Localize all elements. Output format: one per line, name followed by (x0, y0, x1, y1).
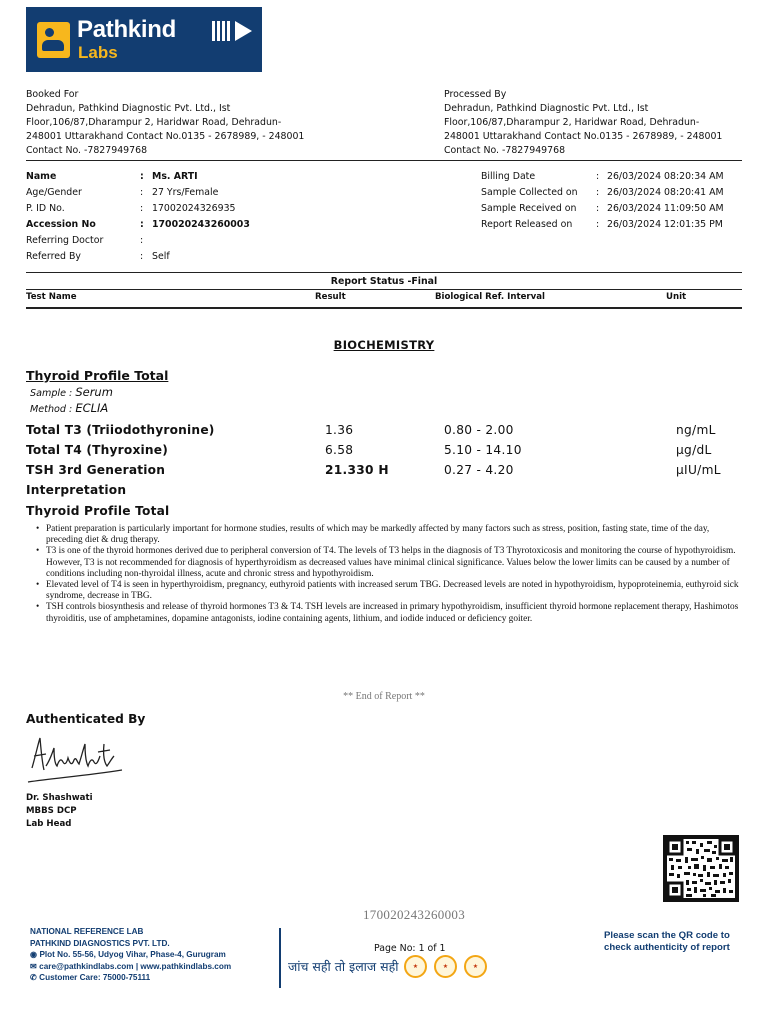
qr-code-icon (667, 839, 735, 898)
referred-by-row: Referred By : Self (26, 251, 170, 262)
date-label: Report Released on (481, 219, 573, 230)
test-result: 1.36 (325, 423, 354, 437)
test-name: Total T3 (Triiodothyronine) (26, 423, 215, 437)
footer-lab-info (30, 926, 231, 984)
signature (24, 730, 129, 785)
method-type (30, 401, 108, 415)
col-result: Result (315, 292, 346, 302)
email-icon: ✉ (30, 961, 37, 971)
page-number: Page No: 1 of 1 (374, 943, 446, 954)
phone-icon: ✆ (30, 973, 37, 982)
footer-tagline: जांच सही तो इलाज सही (288, 959, 399, 974)
qr-note-line1: Please scan the QR code to (604, 930, 730, 941)
date-label: Sample Collected on (481, 187, 578, 198)
logo-arrow-icon (235, 21, 252, 41)
booked-for-line: Floor,106/87,Dharampur 2, Haridwar Road, Dehradun- (26, 117, 282, 128)
logo-name: Pathkind (77, 16, 176, 43)
qr-code (663, 835, 739, 902)
footer-care: ✆ Customer Care: 75000-75111 (30, 973, 151, 982)
col-test-name: Test Name (26, 292, 77, 302)
date-label: Billing Date (481, 171, 536, 182)
processed-by-line: Dehradun, Pathkind Diagnostic Pvt. Ltd., Ist (444, 103, 649, 114)
processed-by-line: Floor,106/87,Dharampur 2, Haridwar Road, Dehradun- (444, 117, 700, 128)
footer-address: ◉ Plot No. 55-56, Udyog Vihar, Phase-4, Gurugram (30, 950, 226, 959)
booked-for-line: Contact No. -7827949768 (26, 145, 148, 156)
lab-technician-icon (37, 22, 70, 58)
doctor-block (26, 792, 93, 831)
method-value: ECLIA (75, 401, 109, 415)
patient-id: 17002024326935 (152, 203, 236, 214)
badge-icon: ★ (434, 955, 457, 978)
patient-name-row: Name : Ms. ARTI (26, 171, 198, 182)
patient-age-gender: 27 Yrs/Female (152, 187, 219, 198)
logo-sub: Labs (78, 43, 118, 62)
qr-note-line2: check authenticity of report (604, 942, 730, 953)
interpretation-point: • T3 is one of the thyroid hormones derived due to peripheral conversion of T4. The levels of T3 helps in the diagnosis of T3 Thyrotoxicosis and monitoring the course of hypothyroidism. However, T3 is not recommended for diagnosis of hyperthyroidism as decreased values have minimal clinical significance. Values below the lower limits can be caused by a number of conditions including non-thyroidal illness, acute and chronic stress and hypothyroidism. (46, 546, 744, 580)
date-label: Sample Received on (481, 203, 577, 214)
divider (26, 160, 742, 161)
patient-field-label: Name (26, 171, 57, 182)
test-ref: 0.80 - 2.00 (444, 423, 514, 437)
doctor-name: Dr. Shashwati (26, 793, 93, 803)
location-pin-icon: ◉ (30, 950, 38, 959)
test-unit: µIU/mL (676, 463, 721, 477)
doctor-degree: MBBS DCP (26, 806, 77, 816)
sample-collected-date: 26/03/2024 08:20:41 AM (607, 187, 724, 198)
sample-received-date: 26/03/2024 11:09:50 AM (607, 203, 724, 214)
patient-age-row: Age/Gender : 27 Yrs/Female (26, 187, 219, 198)
test-name: TSH 3rd Generation (26, 463, 166, 477)
date-row: Sample Collected on : 26/03/2024 08:20:41 AM (481, 187, 724, 198)
patient-id-row: P. ID No. : 17002024326935 (26, 203, 236, 214)
booked-for-line: Dehradun, Pathkind Diagnostic Pvt. Ltd., Ist (26, 103, 231, 114)
report-status: Report Status -Final (330, 276, 438, 287)
logo-bars-icon (212, 21, 232, 41)
patient-field-label: Age/Gender (26, 187, 82, 198)
divider (26, 307, 742, 309)
divider (26, 272, 742, 273)
pathkind-logo (26, 7, 262, 72)
interpretation-point: • TSH controls biosynthesis and release of thyroid hormones T3 & T4. TSH levels are increased in primary hypothyroidism, insufficient thyroid hormone replacement therapy, Hashimotos thyroiditis, use of amphetamines, dopamine antagonists, iodine containing agents, lithium, and iodide induced or deficiency goiter. (46, 602, 744, 624)
profile-title: Thyroid Profile Total (26, 368, 169, 383)
processed-by-block (444, 88, 744, 158)
test-ref: 0.27 - 4.20 (444, 463, 514, 477)
date-row: Billing Date : 26/03/2024 08:20:34 AM (481, 171, 724, 182)
patient-name: Ms. ARTI (152, 171, 198, 182)
col-ref-interval: Biological Ref. Interval (435, 292, 545, 302)
test-result-flagged: 21.330 H (325, 463, 389, 477)
patient-field-label: Accession No (26, 219, 96, 230)
date-row: Report Released on : 26/03/2024 12:01:35 PM (481, 219, 723, 230)
sample-type (30, 385, 113, 399)
interpretation-heading: Interpretation (26, 483, 127, 497)
badge-icon: ★ (404, 955, 427, 978)
barcode-number: 170020243260003 (363, 907, 465, 922)
badge-icon: ★ (464, 955, 487, 978)
sample-value: Serum (75, 385, 113, 399)
test-name: Total T4 (Thyroxine) (26, 443, 169, 457)
footer-divider (279, 928, 281, 988)
doctor-role: Lab Head (26, 819, 72, 829)
col-unit: Unit (666, 292, 687, 302)
test-unit: ng/mL (676, 423, 716, 437)
referred-by: Self (152, 251, 170, 262)
billing-date: 26/03/2024 08:20:34 AM (607, 171, 724, 182)
interpretation-subheading: Thyroid Profile Total (26, 504, 170, 518)
footer-lab-line2: PATHKIND DIAGNOSTICS PVT. LTD. (30, 938, 170, 948)
booked-for-block (26, 88, 326, 158)
booked-for-line: 248001 Uttarakhand Contact No.0135 - 2678989, - 248001 (26, 131, 305, 142)
interpretation-list (34, 524, 744, 625)
patient-field-label: Referring Doctor (26, 235, 104, 246)
test-result: 6.58 (325, 443, 354, 457)
processed-by-line: Contact No. -7827949768 (444, 145, 566, 156)
referring-doctor-row: Referring Doctor : (26, 235, 144, 246)
test-ref: 5.10 - 14.10 (444, 443, 522, 457)
authenticated-by: Authenticated By (26, 712, 146, 726)
accession-row: Accession No : 170020243260003 (26, 219, 250, 230)
accession-number: 170020243260003 (152, 219, 250, 230)
footer-lab-line1: NATIONAL REFERENCE LAB (30, 927, 144, 936)
patient-field-label: P. ID No. (26, 203, 65, 214)
method-label: Method : (30, 404, 73, 415)
processed-by-heading: Processed By (444, 89, 507, 100)
processed-by-line: 248001 Uttarakhand Contact No.0135 - 2678989, - 248001 (444, 131, 723, 142)
department-title: BIOCHEMISTRY (333, 338, 435, 352)
sample-label: Sample : (30, 388, 73, 399)
divider (26, 289, 742, 290)
patient-field-label: Referred By (26, 251, 81, 262)
report-released-date: 26/03/2024 12:01:35 PM (607, 219, 723, 230)
footer-contact: ✉ care@pathkindlabs.com | www.pathkindlabs.com (30, 961, 232, 971)
end-of-report: ** End of Report ** (343, 691, 425, 702)
interpretation-point: • Patient preparation is particularly important for hormone studies, results of which may be markedly affected by many factors such as stress, position, fasting state, time of the day, preceding diet & drug therapy. (46, 524, 744, 546)
date-row: Sample Received on : 26/03/2024 11:09:50 AM (481, 203, 724, 214)
qr-scan-note (604, 930, 730, 954)
interpretation-point: • Elevated level of T4 is seen in hyperthyroidism, pregnancy, euthyroid patients with increased serum TBG. Decreased levels are noted in hypothyroidism, hypoproteinemia, euthyroid sick syndrome, decrease in TBG. (46, 580, 744, 602)
booked-for-heading: Booked For (26, 89, 79, 100)
test-unit: µg/dL (676, 443, 712, 457)
